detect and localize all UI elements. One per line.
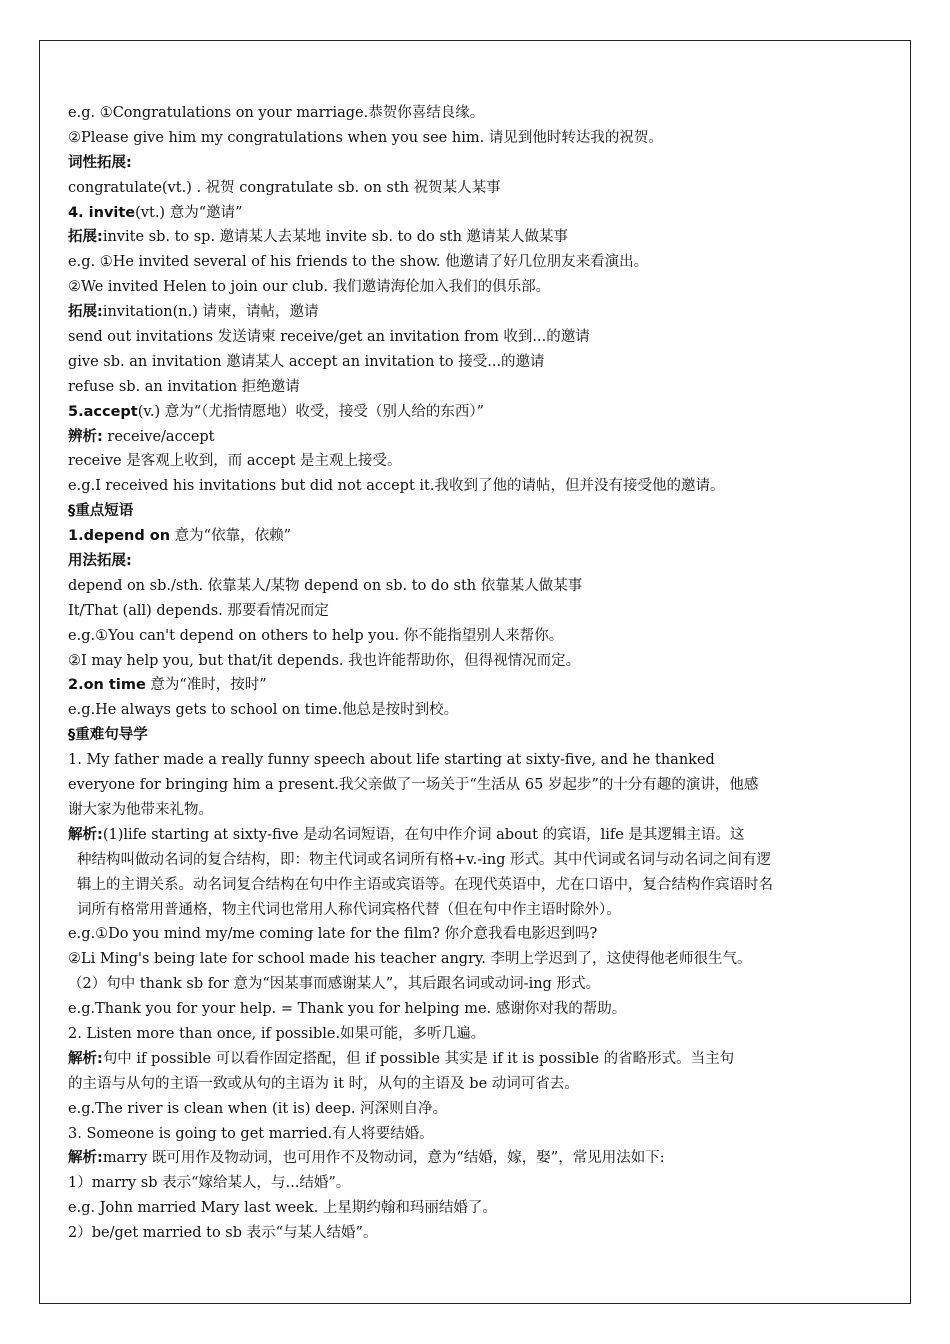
text-line: e.g. ①Congratulations on your marriage.恭贺你喜结良缘。 [68,105,485,121]
text-line: 2）be/get married to sb 表示“与某人结婚”。 [68,1225,378,1242]
bold-label: 解析: [68,826,103,843]
section-heading: 词性拓展: [68,154,132,171]
text-line: e.g.①You can't depend on others to help you. 你不能指望别人来帮你。 [68,627,564,644]
bold-label: 解析: [68,1050,103,1067]
text-line: refuse sb. an invitation 拒绝邀请 [68,378,300,395]
text-line: 3. Someone is going to get married.有人将要结婚。 [68,1125,434,1142]
text-line: ②We invited Helen to join our club. 我们邀请海伦加入我们的俱乐部。 [68,279,551,296]
text-line: receive 是客观上收到，而 accept 是主观上接受。 [68,453,402,470]
text-line [68,300,863,325]
text-line: everyone for bringing him a present.我父亲做了一场关于“生活从 65 岁起步”的十分有趣的演讲，他感 [68,777,759,794]
text-content: receive/accept [102,428,215,445]
bold-label: 5.accept [68,403,138,420]
text-line: 2. Listen more than once, if possible.如果可能，多听几遍。 [68,1025,486,1042]
bold-label: 1.depend on [68,528,171,545]
text-line: send out invitations 发送请柬 receive/get an invitation from 收到...的邀请 [68,329,590,346]
text-line: 辑上的主谓关系。动名词复合结构在句中作主语或宾语等。在现代英语中，尤在口语中，复合结构作宾语时名 [77,876,773,893]
section-heading: 用法拓展: [68,553,132,570]
text-content: 句中 if possible 可以看作固定搭配，但 if possible 其实是 if it is possible 的省略形式。当主句 [102,1050,735,1067]
bold-label: 拓展: [68,304,103,321]
document-body [68,101,863,1246]
text-line [68,673,863,698]
section-heading: §重难句导学 [68,727,148,744]
bold-label: 辨析: [68,428,103,445]
text-line [68,1047,863,1072]
text-content: (v.) 意为“（尤指情愿地）收受，接受（别人给的东西）” [137,403,485,420]
bold-label: 拓展: [68,229,103,246]
text-line: 的主语与从句的主语一致或从句的主语为 it 时，从句的主语及 be 动词可省去。 [68,1075,579,1092]
text-line: e.g.①Do you mind my/me coming late for the film? 你介意我看电影迟到吗? [68,926,598,943]
text-line [68,400,863,425]
text-line: e.g.The river is clean when (it is) deep. 河深则自净。 [68,1100,448,1117]
text-line: ②Please give him my congratulations when you see him. 请见到他时转达我的祝贺。 [68,129,663,146]
text-line: 词所有格常用普通格，物主代词也常用人称代词宾格代替（但在句中作主语时除外）。 [77,901,621,918]
text-line: congratulate(vt.) . 祝贺 congratulate sb. on sth 祝贺某人某事 [68,179,501,196]
text-line: 谢大家为他带来礼物。 [68,801,213,818]
text-line: give sb. an invitation 邀请某人 accept an invitation to 接受...的邀请 [68,353,545,370]
text-line [68,425,863,450]
bold-label: 解析: [68,1150,103,1167]
text-line: e.g.I received his invitations but did not accept it.我收到了他的请帖，但并没有接受他的邀请。 [68,478,725,495]
text-content: invitation(n.) 请柬，请帖，邀请 [102,304,319,321]
text-line: depend on sb./sth. 依靠某人/某物 depend on sb. to do sth 依靠某人做某事 [68,577,583,594]
text-line [68,524,863,549]
text-line: e.g. ①He invited several of his friends to the show. 他邀请了好几位朋友来看演出。 [68,254,649,271]
text-line: It/That (all) depends. 那要看情况而定 [68,602,329,619]
text-line [68,823,863,848]
text-line: 1）marry sb 表示“嫁给某人，与...结婚”。 [68,1175,351,1192]
text-line [68,1146,863,1171]
text-line [68,201,863,226]
text-line: ②Li Ming's being late for school made his teacher angry. 李明上学迟到了，这使得他老师很生气。 [68,951,752,968]
text-line: e.g.Thank you for your help. = Thank you for helping me. 感谢你对我的帮助。 [68,1001,627,1018]
text-line: 种结构叫做动名词的复合结构，即：物主代词或名词所有格+v.-ing 形式。其中代词或名词与动名词之间有逻 [77,851,771,868]
text-line: （2）句中 thank sb for 意为“因某事而感谢某人”，其后跟名词或动词-ing 形式。 [68,976,600,993]
text-content: invite sb. to sp. 邀请某人去某地 invite sb. to do sth 邀请某人做某事 [102,229,569,246]
text-content: (vt.) 意为“邀请” [135,204,243,221]
text-content: 意为“准时，按时” [145,677,267,694]
bold-label: 4. invite [68,204,136,221]
text-line: e.g. John married Mary last week. 上星期约翰和玛丽结婚了。 [68,1200,497,1217]
text-line: ②I may help you, but that/it depends. 我也许能帮助你，但得视情况而定。 [68,652,581,669]
section-heading: §重点短语 [68,503,134,520]
text-content: (1)life starting at sixty-five 是动名词短语，在句中作介词 about 的宾语，life 是其逻辑主语。这 [102,826,745,843]
text-content: marry 既可用作及物动词，也可用作不及物动词，意为“结婚，嫁，娶”，常见用法如下: [102,1150,665,1167]
text-line: 1. My father made a really funny speech about life starting at sixty-five, and he thanked [68,752,715,769]
bold-label: 2.on time [68,677,146,694]
text-line: e.g.He always gets to school on time.他总是按时到校。 [68,702,459,719]
text-content: 意为“依靠，依赖” [170,528,291,545]
text-line [68,225,863,250]
